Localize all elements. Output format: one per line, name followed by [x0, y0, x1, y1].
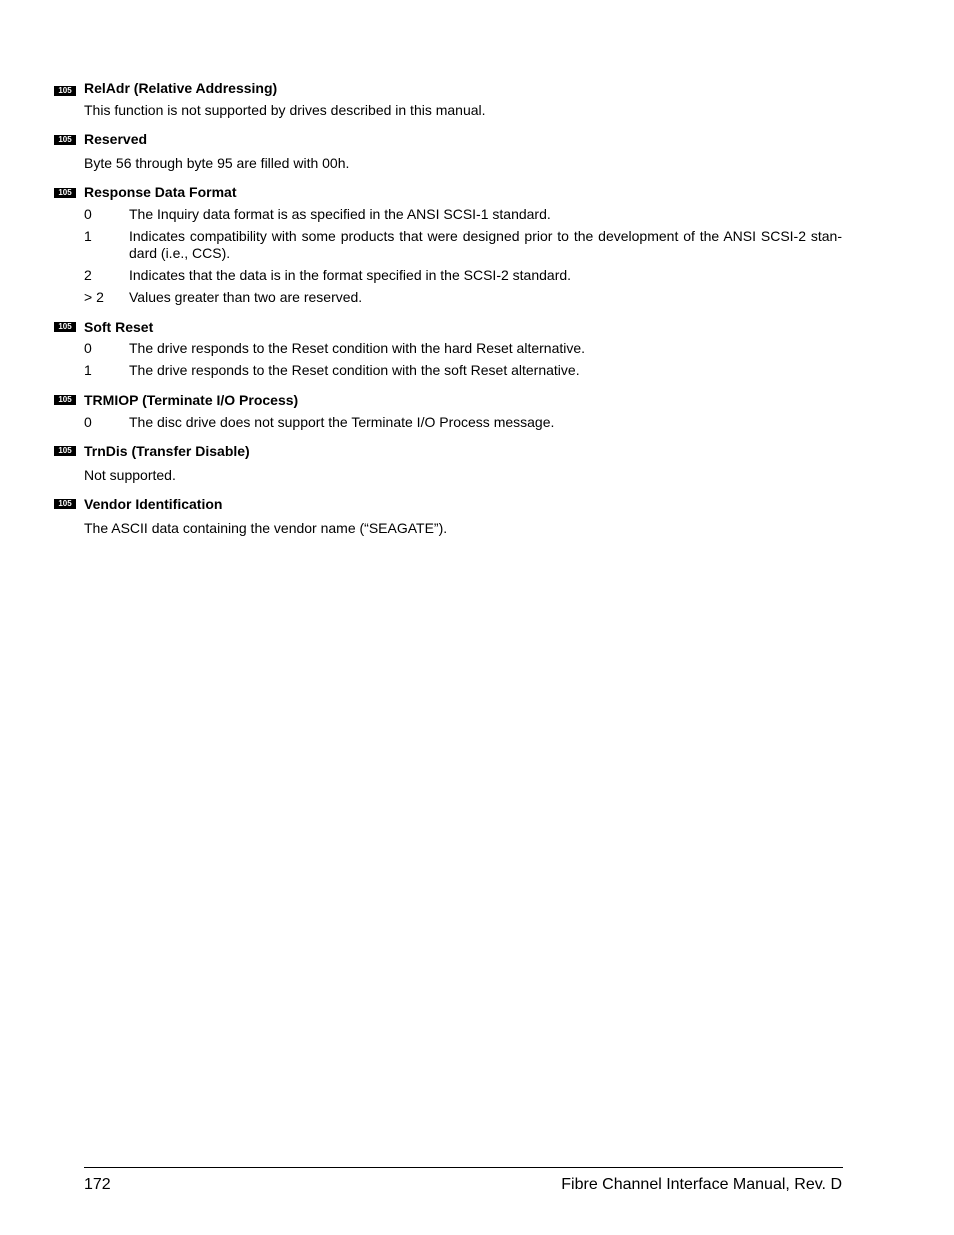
revision-badge: 105 [54, 86, 76, 96]
revision-badge: 105 [54, 135, 76, 145]
section-paragraph: Not supported. [84, 467, 176, 483]
footer-page-number: 172 [84, 1176, 111, 1193]
list-item-text: The drive responds to the Reset condition with the hard Reset alternative. [129, 340, 586, 356]
section-paragraph: This function is not supported by drives described in this manual. [84, 102, 486, 118]
list-item-number: > 2 [84, 289, 104, 305]
section-heading: Soft Reset [84, 319, 154, 335]
section-heading: Reserved [84, 131, 148, 147]
list-item-text: Indicates that the data is in the format specified in the SCSI-2 standard. [129, 267, 572, 283]
footer-divider [84, 1167, 843, 1168]
list-item-number: 1 [84, 362, 92, 378]
section-heading: Vendor Identification [84, 496, 223, 512]
list-item-number: 1 [84, 228, 92, 244]
revision-badge: 105 [54, 188, 76, 198]
list-item-text: Indicates compatibility with some products that were designed prior to the development of the ANSI SCSI-2 stan-dard (i.e., CCS). [129, 228, 842, 261]
section-paragraph: Byte 56 through byte 95 are filled with 00h. [84, 155, 350, 171]
revision-badge: 105 [54, 395, 76, 405]
list-item-number: 0 [84, 414, 92, 430]
list-item-text: The Inquiry data format is as specified in the ANSI SCSI-1 standard. [129, 206, 551, 222]
revision-badge: 105 [54, 499, 76, 509]
section-heading: Response Data Format [84, 184, 237, 200]
section-heading: RelAdr (Relative Addressing) [84, 80, 278, 96]
footer-document-title: Fibre Channel Interface Manual, Rev. D [561, 1176, 842, 1193]
section-heading: TrnDis (Transfer Disable) [84, 443, 250, 459]
section-paragraph: The ASCII data containing the vendor name (“SEAGATE”). [84, 520, 448, 536]
revision-badge: 105 [54, 322, 76, 332]
list-item-number: 0 [84, 206, 92, 222]
list-item-number: 2 [84, 267, 92, 283]
section-heading: TRMIOP (Terminate I/O Process) [84, 392, 299, 408]
list-item-text: The disc drive does not support the Terminate I/O Process message. [129, 414, 555, 430]
list-item-text: The drive responds to the Reset condition with the soft Reset alternative. [129, 362, 580, 378]
revision-badge: 105 [54, 446, 76, 456]
list-item-text: Values greater than two are reserved. [129, 289, 363, 305]
list-item-number: 0 [84, 340, 92, 356]
